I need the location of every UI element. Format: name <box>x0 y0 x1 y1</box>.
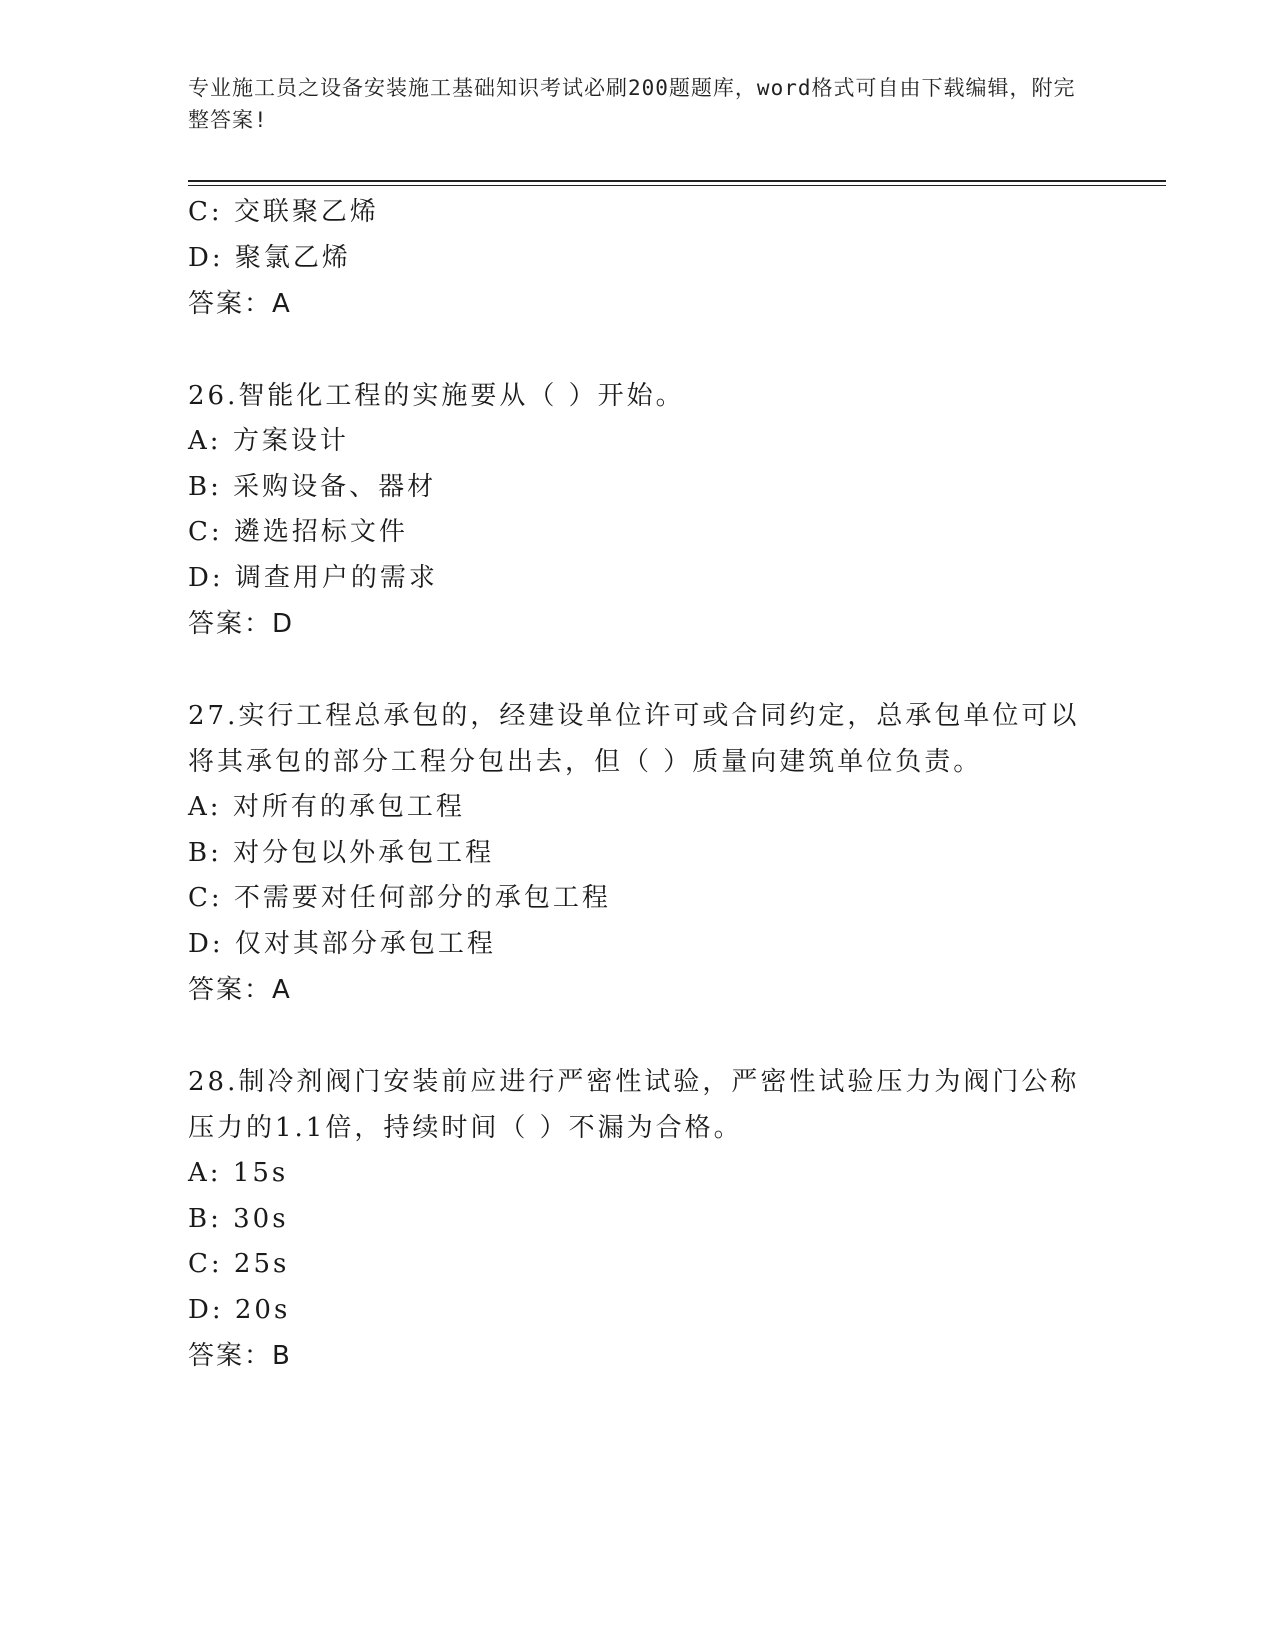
option-text: 对所有的承包工程 <box>232 792 465 822</box>
option-d <box>188 922 1088 968</box>
question-26 <box>188 373 1088 647</box>
option-text: 仅对其部分承包工程 <box>234 928 496 959</box>
option-text: 15s <box>232 1158 289 1188</box>
question-stem: 27.实行工程总承包的，经建设单位许可或合同约定，总承包单位可以将其承包的部分工程分包出去，但（ ）质量向建筑单位负责。 <box>188 701 1080 777</box>
option-d <box>188 236 1088 282</box>
option-text: 不需要对任何部分的承包工程 <box>233 883 611 913</box>
option-label: C: <box>188 517 223 547</box>
header-rule-top <box>188 180 1166 182</box>
question-27 <box>188 693 1088 1013</box>
option-b <box>188 831 1088 877</box>
question-28 <box>188 1059 1088 1379</box>
document-body <box>188 190 1088 1379</box>
option-text: 对分包以外承包工程 <box>233 837 495 868</box>
option-text: 聚氯乙烯 <box>234 242 351 273</box>
spacer <box>188 1013 1088 1059</box>
option-a <box>188 419 1088 465</box>
option-c <box>188 1242 1088 1288</box>
spacer <box>188 327 1088 373</box>
answer: 答案：A <box>188 289 292 319</box>
option-text: 采购设备、器材 <box>233 471 437 502</box>
option-label: D: <box>188 562 224 593</box>
option-d <box>188 1288 1088 1334</box>
header-title: 专业施工员之设备安装施工基础知识考试必刷200题题库，word格式可自由下载编辑，附完整答案! <box>188 76 1076 132</box>
option-label: C: <box>188 883 223 913</box>
page-header <box>188 72 1088 136</box>
answer: 答案：A <box>188 975 292 1005</box>
option-label: B: <box>188 471 222 502</box>
option-label: D: <box>188 242 224 273</box>
option-a <box>188 1151 1088 1197</box>
option-text: 20s <box>234 1294 291 1325</box>
option-label: A: <box>188 426 222 456</box>
option-b <box>188 1197 1088 1243</box>
question-stem: 28.制冷剂阀门安装前应进行严密性试验，严密性试验压力为阀门公称压力的1.1倍，持续时间（ ）不漏为合格。 <box>188 1067 1080 1143</box>
option-text: 30s <box>233 1203 289 1234</box>
option-b <box>188 465 1088 511</box>
option-c <box>188 876 1088 922</box>
option-label: B: <box>188 837 222 868</box>
option-d <box>188 556 1088 602</box>
option-label: D: <box>188 1294 224 1325</box>
question-stem: 26.智能化工程的实施要从（ ）开始。 <box>188 381 685 411</box>
option-label: A: <box>188 792 222 822</box>
header-rule-bottom <box>188 185 1166 186</box>
option-label: C: <box>188 1249 223 1279</box>
carryover-question <box>188 190 1088 327</box>
option-text: 25s <box>233 1249 290 1279</box>
option-c <box>188 190 1088 236</box>
spacer <box>188 647 1088 693</box>
option-label: D: <box>188 928 224 959</box>
option-label: C: <box>188 197 223 227</box>
option-text: 交联聚乙烯 <box>233 197 379 227</box>
answer: 答案：B <box>188 1341 292 1371</box>
option-text: 遴选招标文件 <box>233 517 408 547</box>
option-text: 调查用户的需求 <box>234 562 438 593</box>
option-a <box>188 785 1088 831</box>
option-text: 方案设计 <box>232 426 349 456</box>
option-label: B: <box>188 1203 222 1234</box>
answer: 答案：D <box>188 609 295 639</box>
option-c <box>188 510 1088 556</box>
option-label: A: <box>188 1158 222 1188</box>
